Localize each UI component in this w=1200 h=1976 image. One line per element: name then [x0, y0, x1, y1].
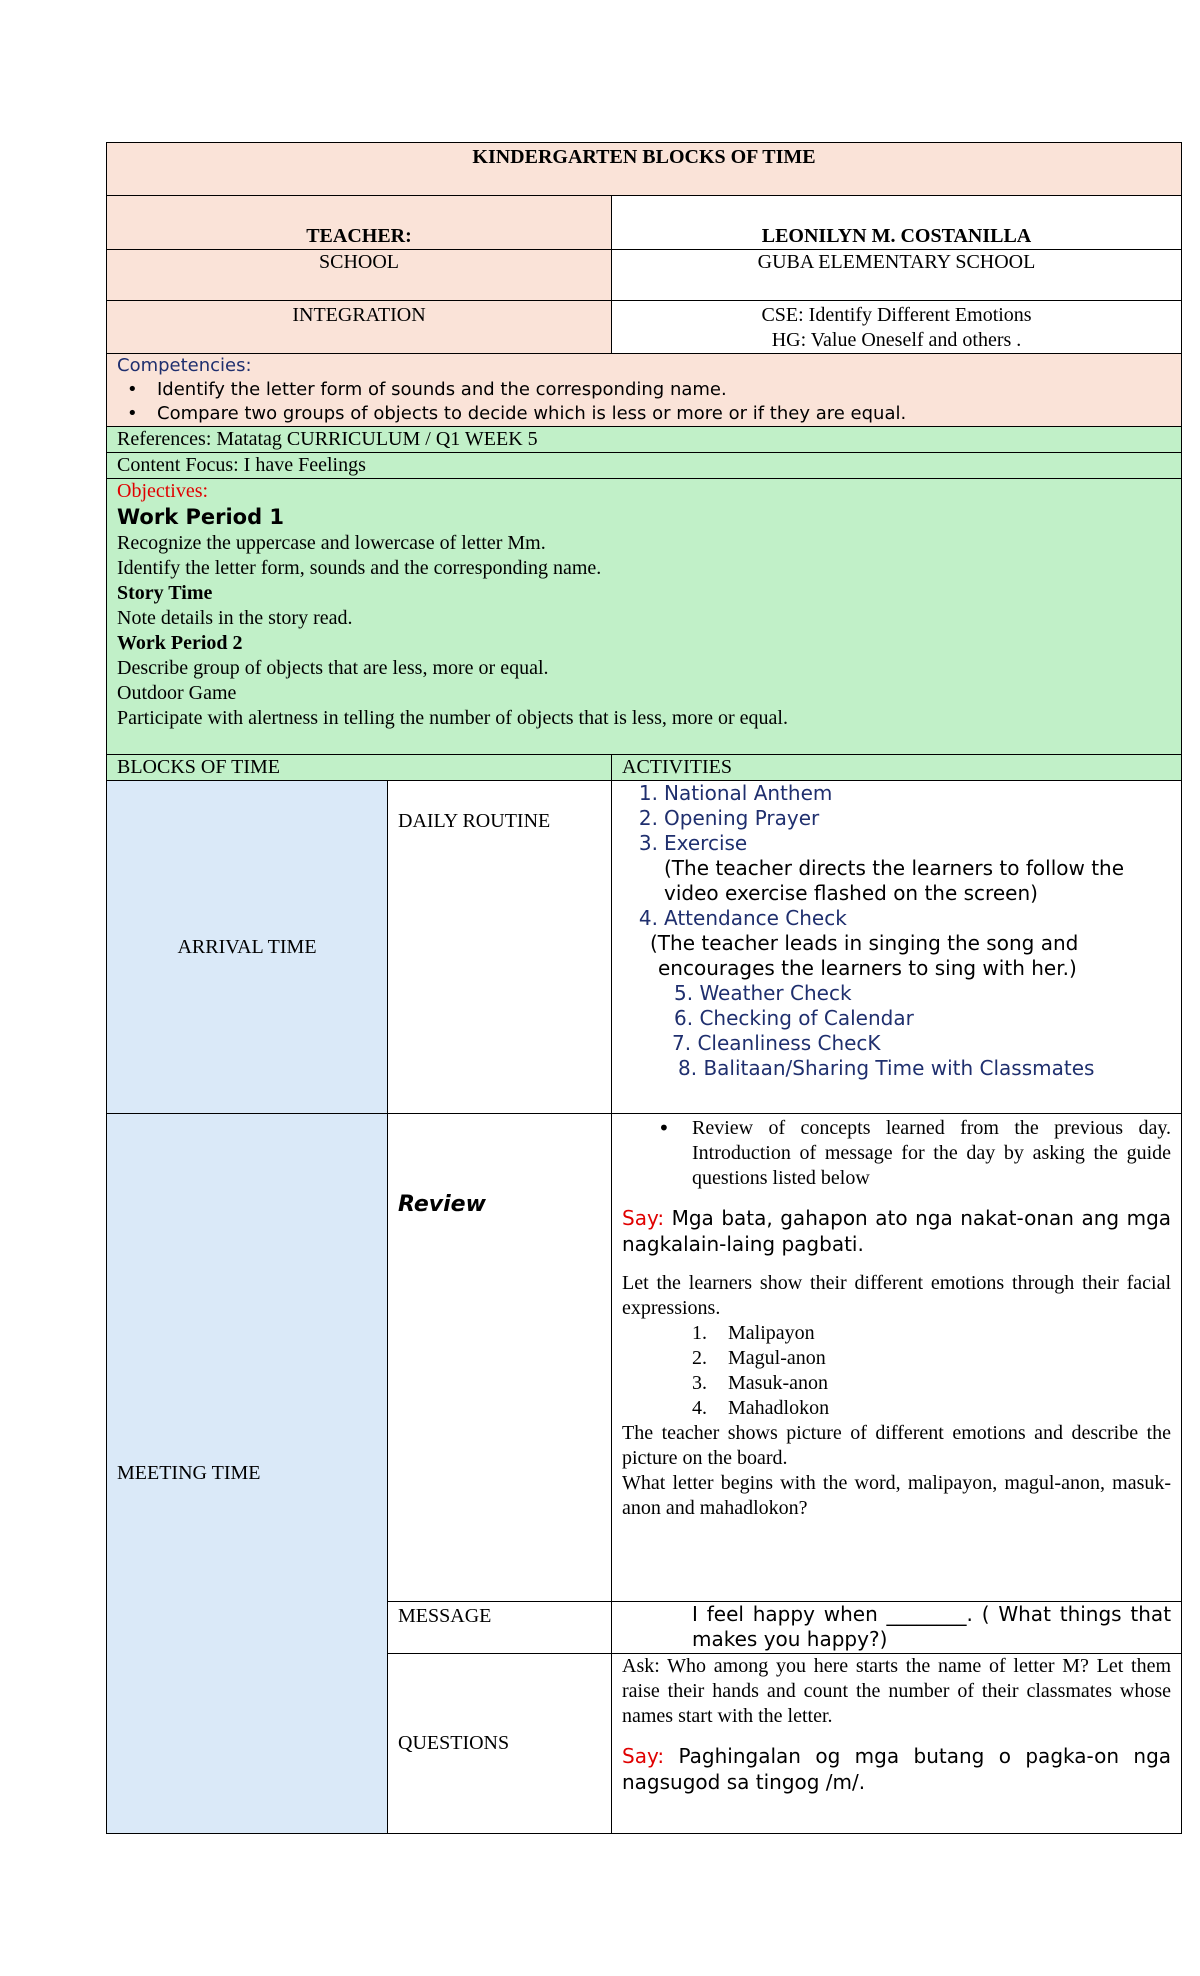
say-line: Say: Mga bata, gahapon ato nga nakat-onan ang mga nagkalain-laing pagbati.	[622, 1206, 1172, 1256]
objective-line: Participate with alertness in telling the number of objects that is less, more or equal.	[117, 707, 788, 729]
routine-item: 7. Cleanliness ChecK	[672, 1031, 881, 1055]
say-label: Say:	[622, 1206, 665, 1230]
integration-line-hg: HG: Value Oneself and others .	[771, 329, 1022, 351]
outdoor-game-heading: Outdoor Game	[117, 682, 237, 704]
meeting-time-block: MEETING TIME	[107, 1114, 388, 1834]
document-title: KINDERGARTEN BLOCKS OF TIME	[107, 143, 1182, 196]
emotions-list	[622, 1321, 1171, 1421]
message-label: MESSAGE	[388, 1602, 612, 1654]
story-time-heading: Story Time	[117, 582, 213, 604]
routine-item: 4. Attendance Check	[638, 906, 847, 930]
objective-line: Identify the letter form, sounds and the corresponding name.	[117, 557, 602, 579]
emotion-item: 2. Magul-anon	[692, 1347, 826, 1369]
review-label: Review	[388, 1114, 612, 1602]
competency-item: • Compare two groups of objects to decide which is less or more or if they are equal.	[147, 402, 1171, 426]
emotion-item: 1. Malipayon	[692, 1322, 815, 1344]
work-period-2-heading: Work Period 2	[117, 632, 243, 654]
what-letter-question: What letter begins with the word, malipayon, magul-anon, masuk-anon and mahadlokon?	[622, 1472, 1172, 1519]
routine-item: 1. National Anthem	[638, 781, 833, 805]
school-label: SCHOOL	[107, 250, 612, 301]
integration-label: INTEGRATION	[107, 301, 612, 354]
questions-activities	[612, 1654, 1182, 1834]
competency-item: • Identify the letter form of sounds and the corresponding name.	[147, 378, 1171, 402]
say-line-2: Say: Paghingalan og mga butang o pagka-on nga nagsugod sa tingog /m/.	[622, 1744, 1172, 1794]
blocks-of-time-header: BLOCKS OF TIME	[107, 755, 612, 781]
teacher-shows-text: The teacher shows picture of different emotions and describe the picture on the board.	[622, 1422, 1172, 1469]
emotion-item: 3. Masuk-anon	[692, 1372, 828, 1394]
integration-value	[612, 301, 1182, 354]
content-focus: Content Focus: I have Feelings	[107, 453, 1182, 479]
teacher-label: TEACHER:	[107, 196, 612, 250]
say-label-2: Say:	[622, 1744, 665, 1768]
message-text: I feel happy when ________. ( What things that makes you happy?)	[612, 1602, 1182, 1654]
review-activities	[612, 1114, 1182, 1602]
objectives-label: Objectives:	[117, 480, 209, 502]
arrival-time-block: ARRIVAL TIME	[107, 781, 388, 1114]
routine-item: 6. Checking of Calendar	[674, 1006, 914, 1030]
let-learners-text: Let the learners show their different emotions through their facial expressions.	[622, 1272, 1172, 1319]
emotion-item: 4. Mahadlokon	[692, 1397, 830, 1419]
exercise-note: (The teacher directs the learners to follow the video exercise flashed on the screen)	[664, 856, 1125, 905]
activities-header: ACTIVITIES	[612, 755, 1182, 781]
daily-routine-activities	[612, 781, 1182, 1114]
references: References: Matatag CURRICULUM / Q1 WEEK 5	[107, 427, 1182, 453]
integration-line-cse: CSE: Identify Different Emotions	[761, 304, 1032, 326]
work-period-1-heading: Work Period 1	[117, 505, 285, 529]
competencies-label: Competencies:	[117, 355, 252, 376]
school-name: GUBA ELEMENTARY SCHOOL	[612, 250, 1182, 301]
teacher-name: LEONILYN M. COSTANILLA	[612, 196, 1182, 250]
routine-item: 8. Balitaan/Sharing Time with Classmates	[678, 1056, 1095, 1080]
attendance-note: (The teacher leads in singing the song and encourages the learners to sing with her.)	[650, 931, 1079, 980]
objective-line: Note details in the story read.	[117, 607, 353, 629]
daily-routine-label: DAILY ROUTINE	[388, 781, 612, 1114]
routine-item: 3. Exercise	[638, 831, 748, 855]
routine-item: 2. Opening Prayer	[638, 806, 820, 830]
objective-line: Recognize the uppercase and lowercase of letter Mm.	[117, 532, 546, 554]
lesson-plan-table	[106, 142, 1182, 1834]
objective-line: Describe group of objects that are less, more or equal.	[117, 657, 549, 679]
competencies-list	[147, 378, 1171, 426]
competencies-section	[107, 354, 1182, 427]
ask-text: Ask: Who among you here starts the name of letter M? Let them raise their hands and count the number of their classmates whose names start with the letter.	[622, 1655, 1172, 1727]
review-bullet: • Review of concepts learned from the previous day. Introduction of message for the day by asking the guide questions listed below	[622, 1116, 1171, 1191]
routine-item: 5. Weather Check	[674, 981, 852, 1005]
questions-label: QUESTIONS	[388, 1654, 612, 1834]
objectives-section	[107, 479, 1182, 755]
